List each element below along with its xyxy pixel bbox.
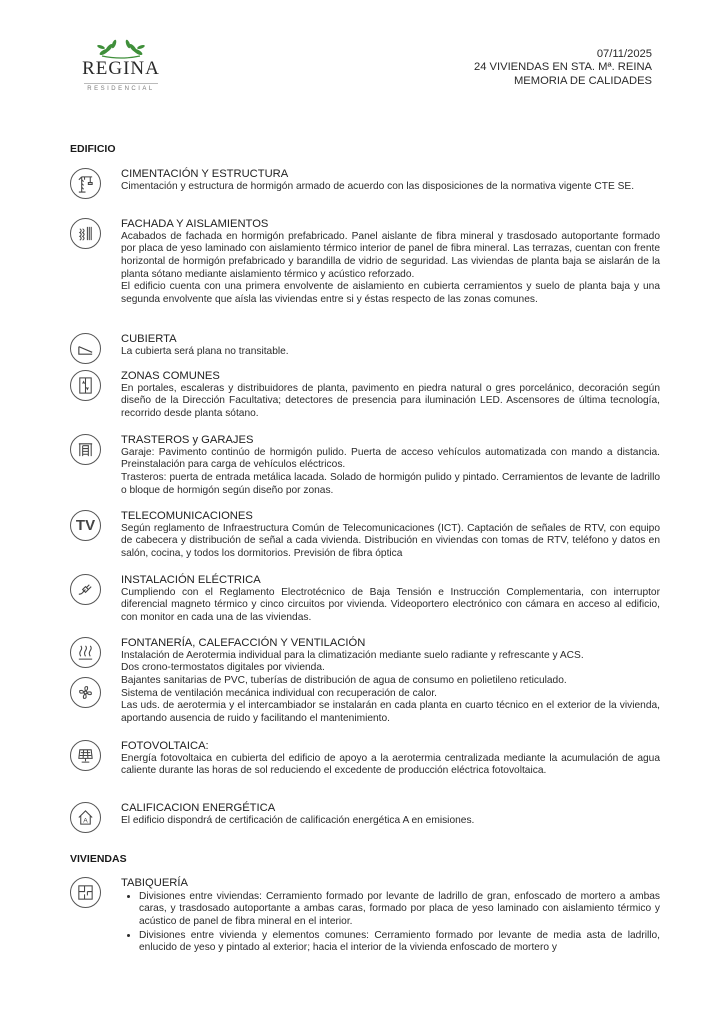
logo-subtitle: RESIDENCIAL bbox=[87, 86, 155, 92]
crane-icon bbox=[70, 168, 101, 199]
header-date: 07/11/2025 bbox=[596, 48, 652, 60]
item-text: En portales, escaleras y distribuidores de planta, pavimento en piedra natural o gres porcelánico, decoración según diseño de la Dirección Facultativa; detectores de presencia para iluminación LED. Ascensores de última tecnología, recorrido desde planta sótano. bbox=[121, 382, 660, 419]
section-title-edificio: EDIFICIO bbox=[70, 143, 116, 155]
section-title-viviendas: VIVIENDAS bbox=[70, 853, 127, 865]
logo bbox=[78, 36, 164, 98]
solar-panel-icon bbox=[70, 740, 101, 771]
item-text: El edificio dispondrá de certificación de calificación energética A en emisiones. bbox=[121, 814, 475, 826]
item-title: TELECOMUNICACIONES bbox=[121, 510, 253, 522]
facade-insulation-icon bbox=[70, 218, 101, 249]
elevator-door-icon bbox=[70, 370, 101, 401]
energy-house-icon-label: A bbox=[83, 817, 88, 825]
garage-icon bbox=[70, 434, 101, 465]
item-text: Cimentación y estructura de hormigón armado de acuerdo con las disposiciones de la normativa vigente CTE SE. bbox=[121, 180, 635, 192]
logo-divider bbox=[84, 83, 158, 84]
item-text: Energía fotovoltaica en cubierta del edificio de apoyo a la aerotermia centralizada mediante la acumulación de agua caliente durante las horas de sol reduciendo el excedente de producción eléctrica fotovoltaica. bbox=[121, 752, 660, 777]
header-doc-title: MEMORIA DE CALIDADES bbox=[513, 74, 652, 87]
item-title: TRASTEROS y GARAJES bbox=[121, 434, 254, 446]
heating-icon bbox=[70, 637, 101, 668]
roof-icon bbox=[70, 333, 101, 364]
item-title: CUBIERTA bbox=[121, 333, 177, 345]
item-text: Cumpliendo con el Reglamento Electrotécnico de Baja Tensión e Instrucción Complementaria, con interruptor diferencial magneto térmico y cinco circuitos por vivienda. Videoportero electrónico con cámara en acceso al edificio, con monitor en cada una de las viviendas. bbox=[121, 586, 660, 623]
item-title: ZONAS COMUNES bbox=[121, 370, 220, 382]
item-title: TABIQUERÍA bbox=[121, 877, 188, 889]
item-title: INSTALACIÓN ELÉCTRICA bbox=[121, 574, 261, 586]
item-text: Acabados de fachada en hormigón prefabricado. Panel aislante de fibra mineral y trasdosado autoportante formado por placa de yeso laminado con aislamiento térmico interior de panel de fibra mineral. Las terrazas, cuentan con frente horizontal de hormigón prefabricado y barandilla de vidrio de seguridad. Las viviendas de planta baja se aislarán de la planta sótano mediante aislamiento térmico y acústico reforzado. El edificio cuenta con una primera envolvente de aislamiento en cubierta cerramientos y suelo de planta baja y una segunda envolvente que aísla las viviendas entre si y éstas respecto de las zonas comunes. bbox=[121, 230, 660, 306]
tv-icon-label: TV bbox=[75, 517, 96, 534]
laurel-icon bbox=[94, 38, 148, 60]
list-item: • Divisiones entre vivienda y elementos comunes: Cerramiento formado por levante de media asta de ladrillo, enlucido de yeso y pintado al exterior; hacia el interior de la vivienda enfoscado de mortero y bbox=[139, 930, 660, 955]
item-text: Según reglamento de Infraestructura Común de Telecomunicaciones (ICT). Captación de señales de RTV, con equipo de cabecera y distribución de señal a cada vivienda. Distribución en viviendas con tomas de RTV, teléfono y datos en salón, cocina, y todos los dormitorios. Previsión de fibra óptica bbox=[121, 522, 660, 559]
item-title: FACHADA Y AISLAMIENTOS bbox=[121, 218, 269, 230]
item-title: CIMENTACIÓN Y ESTRUCTURA bbox=[121, 168, 289, 180]
plug-icon bbox=[70, 574, 101, 605]
item-text: La cubierta será plana no transitable. bbox=[121, 345, 289, 357]
bullet-list bbox=[121, 891, 660, 956]
list-item: • Divisiones entre viviendas: Cerramiento formado por levante de ladrillo de gran, enfoscado de mortero a ambas caras, y trasdosado autoportante a ambas caras, formado por placa de yeso laminado con aislamiento térmico y acústico de panel de fibra mineral en el interior. bbox=[139, 891, 660, 929]
item-title: FOTOVOLTAICA: bbox=[121, 740, 209, 752]
document-header bbox=[474, 48, 652, 88]
item-text: Garaje: Pavimento continúo de hormigón pulido. Puerta de acceso vehículos automatizada con mando a distancia. Preinstalación para carga de vehículos eléctricos. Trasteros: puerta de entrada metálica lacada. Solado de hormigón pulido y pintado. Cerramientos de levante de ladrillo o bloque de hormigón según diseño por zonas. bbox=[121, 446, 660, 496]
floor-plan-icon bbox=[70, 877, 101, 908]
item-text: Instalación de Aerotermia individual para la climatización mediante suelo radiante y refrescante y ACS. Dos crono-termostatos digitales por vivienda. Bajantes sanitarias de PVC, tuberías de distribución de agua de consumo en polietileno reticulado. Sistema de ventilación mecánica individual con recuperación de calor. Las uds. de aerotermia y el intercambiador se instalarán en cada planta en cuarto técnico en el exterior de la vivienda, aportando ausencia de ruido y facilitando el mantenimiento. bbox=[121, 649, 660, 725]
item-title: CALIFICACION ENERGÉTICA bbox=[121, 802, 276, 814]
item-title: FONTANERÍA, CALEFACCIÓN Y VENTILACIÓN bbox=[121, 637, 366, 649]
tv-icon bbox=[70, 510, 101, 541]
logo-name: REGINA bbox=[82, 58, 160, 79]
header-project: 24 VIVIENDAS EN STA. Mª. REINA bbox=[473, 61, 652, 74]
energy-house-icon bbox=[70, 802, 101, 833]
fan-icon bbox=[70, 677, 101, 708]
